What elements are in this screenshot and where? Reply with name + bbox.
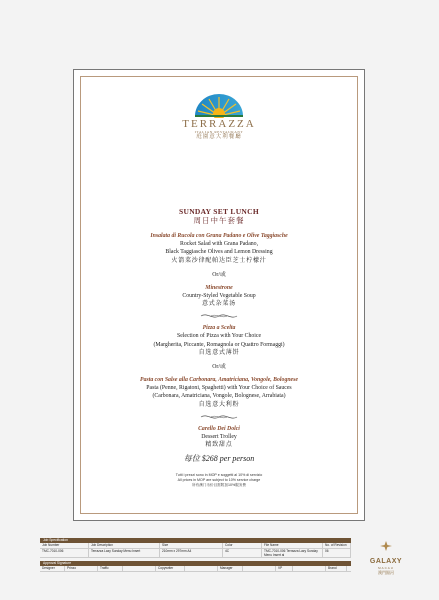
approval-value bbox=[243, 566, 276, 571]
spec-value: TMC-7010-006 Terrazza Lazy Sunday Menu Insert ai bbox=[262, 549, 323, 557]
spec-col-label: Job Description bbox=[89, 543, 160, 548]
service-charge-note bbox=[74, 473, 364, 488]
brand-subtitle: ITALIAN RESTAURANT bbox=[194, 130, 244, 134]
approval-label: Manager bbox=[218, 566, 243, 571]
service-note-chinese: 所有澳门币价目需附加10%服务费 bbox=[192, 483, 246, 488]
service-note-italian: Tutti i prezzi sono in MOP e soggetti al 10% di servizio bbox=[175, 473, 263, 478]
menu-content bbox=[74, 207, 364, 488]
course4-name: Pasta con Salse alla Carbonara, Amatriciana, Vongole, Bolognese bbox=[140, 377, 298, 384]
menu-sheet bbox=[73, 69, 365, 521]
price-value: $268 per person bbox=[201, 454, 255, 464]
approval-label: Traffic bbox=[98, 566, 123, 571]
brand-chinese-name: 庭園意大利餐廳 bbox=[196, 134, 242, 140]
menu-title: SUNDAY SET LUNCH bbox=[179, 207, 259, 216]
approval-value bbox=[123, 566, 156, 571]
course1-name: Insalata di Rucola con Grana Padano e Olive Taggiasche bbox=[150, 233, 288, 239]
or-separator-1: Or/或 bbox=[212, 271, 226, 278]
course1-line1: Rocket Salad with Grana Padano, bbox=[179, 241, 259, 247]
approval-value: Prinzo bbox=[65, 566, 98, 571]
course4-chinese: 自选意大利粉 bbox=[198, 401, 240, 408]
approval-label: VP bbox=[276, 566, 293, 571]
course5-chinese: 精致甜点 bbox=[205, 442, 233, 449]
course3-line2: (Margherita, Piccante, Romagnola or Quattro Formaggi) bbox=[153, 341, 285, 348]
spec-value: TMC-7010-006 bbox=[40, 549, 89, 557]
approval-label: Designer bbox=[40, 566, 65, 571]
course2-name: Minestrone bbox=[205, 284, 233, 291]
galaxy-sub: MACAU bbox=[378, 566, 394, 570]
spec-value: Terrazza Lazy Sunday Menu Insert bbox=[89, 549, 160, 557]
spec-col-label: Job Number bbox=[40, 543, 89, 548]
spec-value: 4C bbox=[223, 549, 262, 557]
course1-line2: Black Taggiasche Olives and Lemon Dressing bbox=[165, 249, 273, 256]
spec-col-label: Size bbox=[160, 543, 223, 548]
galaxy-name: GALAXY bbox=[369, 558, 403, 565]
course4-line1: Pasta (Penne, Rigatoni, Spaghetti) with Your Choice of Sauces bbox=[146, 385, 292, 392]
job-spec-header: Job Specification bbox=[40, 538, 351, 543]
approval-label: Brand bbox=[326, 566, 347, 571]
course5-name: Carello Dei Dolci bbox=[198, 425, 240, 432]
sun-arch-icon bbox=[192, 92, 246, 118]
flourish-divider-icon bbox=[199, 312, 239, 320]
approval-label: Copywriter bbox=[156, 566, 185, 571]
spec-value: 210mm x 297mm A4 bbox=[160, 549, 223, 557]
service-note-english: All prices in MOP are subject to 10% service charge bbox=[177, 478, 261, 483]
spec-col-label: File Name bbox=[262, 543, 323, 548]
terrazza-logo bbox=[74, 92, 364, 141]
course3-name: Pizza a Scelta bbox=[202, 325, 236, 332]
approval-row bbox=[40, 566, 351, 572]
price-chinese: 每位 bbox=[183, 454, 200, 464]
approval-value bbox=[293, 566, 326, 571]
spec-col-label: Color bbox=[223, 543, 262, 548]
course5-line1: Dessert Trolley bbox=[201, 433, 237, 440]
menu-title-chinese: 周日中午套餐 bbox=[193, 216, 245, 225]
approval-value bbox=[347, 566, 351, 571]
or-separator-2: Or/或 bbox=[212, 364, 226, 371]
approval-header: Approval Signature bbox=[40, 561, 351, 566]
job-specification bbox=[40, 538, 351, 576]
galaxy-chinese: 澳門銀河 bbox=[378, 570, 394, 575]
brand-name: TERRAZZA bbox=[182, 118, 256, 130]
spec-value: 06 bbox=[323, 549, 351, 557]
course3-chinese: 自选意式薄饼 bbox=[198, 350, 240, 357]
galaxy-star-icon bbox=[379, 541, 393, 551]
course3-line1: Selection of Pizza with Your Choice bbox=[176, 333, 262, 340]
price bbox=[74, 453, 364, 464]
spec-col-label: No. of Revision bbox=[323, 543, 351, 548]
job-spec-values bbox=[40, 549, 351, 558]
approval-value bbox=[185, 566, 218, 571]
course1-chinese: 火箭菜沙律配帕达臣芝士柠檬汁 bbox=[171, 257, 267, 264]
course4-line2: (Carbonara, Amatriciana, Vongole, Bolognese, Arrabiata) bbox=[152, 393, 286, 400]
course2-line1: Country-Styled Vegetable Soup bbox=[182, 292, 256, 299]
flourish-divider-icon bbox=[199, 413, 239, 421]
galaxy-macau-logo bbox=[364, 538, 408, 575]
course2-chinese: 意式杂菜汤 bbox=[201, 301, 236, 308]
